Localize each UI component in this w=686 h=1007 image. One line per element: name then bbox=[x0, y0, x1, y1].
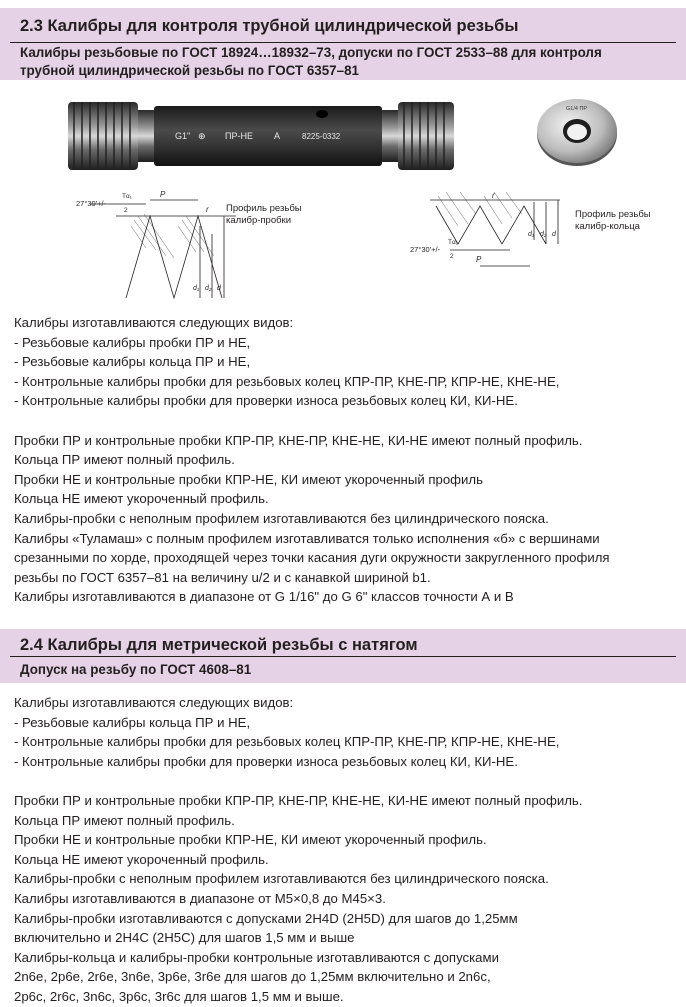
divider bbox=[10, 656, 676, 657]
ring-angle-label: 27°30'+/- bbox=[410, 245, 441, 254]
ring-engraving: G1/4 ПР bbox=[566, 106, 588, 112]
plug-thread-profile-diagram bbox=[76, 186, 236, 306]
text-line: 2n6e, 2p6e, 2r6e, 3n6e, 3p6e, 3r6e для шагов до 1,25мм включительно и 2n6c, bbox=[14, 969, 491, 985]
text-line: Калибры изготавливаются в диапазоне от М5×0,8 до М45×3. bbox=[14, 890, 386, 906]
text-line: Пробки ПР и контрольные пробки КПР-ПР, КНЕ-ПР, КНЕ-НЕ, КИ-НЕ имеют полный профиль. bbox=[14, 432, 583, 448]
text-line: - Контрольные калибры пробки для резьбовых колец КПР-ПР, КНЕ-ПР, КПР-НЕ, КНЕ-НЕ, bbox=[14, 734, 560, 750]
text-line: - Резьбовые калибры кольца ПР и НЕ, bbox=[14, 714, 251, 730]
text-line: Кольца ПР имеют полный профиль. bbox=[14, 452, 235, 468]
ring-tol-den: 2 bbox=[450, 253, 454, 260]
tol-den: 2 bbox=[124, 207, 128, 214]
plug-gauge-image bbox=[60, 92, 460, 182]
ring-pitch-label: P bbox=[476, 255, 482, 264]
ring-d1-label: d₁ bbox=[528, 231, 535, 238]
text-line: - Контрольные калибры пробки для проверки износа резьбовых колец КИ, КИ-НЕ. bbox=[14, 393, 518, 409]
text-line: Калибры «Туламаш» с полным профилем изготавливатся только исполнения «б» с вершинами bbox=[14, 530, 600, 546]
text-line: Калибры-пробки с неполным профилем изготавливаются без цилиндрического пояска. bbox=[14, 871, 549, 887]
angle-label: 27°30'+/- bbox=[76, 199, 107, 208]
tol-num: Tα₁ bbox=[122, 193, 132, 200]
text-line: - Резьбовые калибры кольца ПР и НЕ, bbox=[14, 354, 251, 370]
profile-plug-caption-1: Профиль резьбы bbox=[226, 203, 302, 214]
ring-d-label: d bbox=[552, 231, 556, 238]
text-line: Калибры-пробки с неполным профилем изготавливаются без цилиндрического пояска. bbox=[14, 510, 549, 526]
profile-ring-caption-2: калибр-кольца bbox=[575, 221, 640, 232]
text-line: Пробки ПР и контрольные пробки КПР-ПР, КНЕ-ПР, КНЕ-НЕ, КИ-НЕ имеют полный профиль. bbox=[14, 792, 583, 808]
text-line: - Контрольные калибры пробки для проверки износа резьбовых колец КИ, КИ-НЕ. bbox=[14, 753, 518, 769]
text-line: Калибры-кольца и калибры-пробки контрольные изготавливаются с допусками bbox=[14, 949, 499, 965]
text-line: Кольца НЕ имеют укороченный профиль. bbox=[14, 851, 269, 867]
text-line: включительно и 2Н4С (2Н5С) для шагов 1,5 мм и выше bbox=[14, 930, 355, 946]
text-line: Калибры изготавливаются следующих видов: bbox=[14, 315, 294, 330]
section-2-4-body bbox=[14, 693, 582, 1007]
text-line: Калибры изготавливаются следующих видов: bbox=[14, 695, 294, 710]
text-line: Кольца ПР имеют полный профиль. bbox=[14, 812, 235, 828]
ring-thread-profile-diagram bbox=[410, 186, 570, 286]
profile-ring-caption-1: Профиль резьбы bbox=[575, 209, 651, 220]
ring-d2-label: d₂ bbox=[540, 231, 547, 238]
divider bbox=[10, 42, 676, 43]
plug-code-mark: 8225-0332 bbox=[302, 132, 341, 141]
text-line: 2p6c, 2r6c, 3n6c, 3p6c, 3r6c для шагов 1,5 мм и выше. bbox=[14, 988, 344, 1004]
svg-text:⊕: ⊕ bbox=[198, 131, 206, 141]
section-header-2-3 bbox=[0, 8, 686, 80]
radius-label: r bbox=[206, 205, 209, 214]
ring-gauge-image bbox=[534, 96, 620, 168]
text-line: резьбы по ГОСТ 6357–81 на величину u/2 и с канавкой шириной b1. bbox=[14, 569, 431, 585]
d-label: d bbox=[217, 285, 221, 292]
text-line: Калибры изготавливаются в диапазоне от G 1/16" до G 6" классов точности А и В bbox=[14, 589, 514, 605]
section-2-3-body bbox=[14, 313, 610, 607]
ring-radius-label: r bbox=[492, 191, 495, 200]
plug-size-mark: G1" bbox=[175, 131, 191, 141]
text-line: Кольца НЕ имеют укороченный профиль. bbox=[14, 491, 269, 507]
section-subtitle: Допуск на резьбу по ГОСТ 4608–81 bbox=[20, 662, 252, 677]
plug-class-mark: А bbox=[274, 131, 281, 141]
d1-label: d₁ bbox=[193, 285, 200, 292]
text-line: - Резьбовые калибры пробки ПР и НЕ, bbox=[14, 334, 251, 350]
text-line: Пробки НЕ и контрольные пробки КПР-НЕ, КИ имеют укороченный профиль bbox=[14, 471, 483, 487]
text-line: - Контрольные калибры пробки для резьбовых колец КПР-ПР, КНЕ-ПР, КПР-НЕ, КНЕ-НЕ, bbox=[14, 373, 560, 389]
section-title: 2.4 Калибры для метрической резьбы с натягом bbox=[20, 636, 418, 654]
text-line: Пробки НЕ и контрольные пробки КПР-НЕ, КИ имеют укороченный профиль. bbox=[14, 832, 487, 848]
text-line: Калибры-пробки изготавливаются с допусками 2Н4D (2Н5D) для шагов до 1,25мм bbox=[14, 910, 518, 926]
pitch-label: P bbox=[160, 190, 166, 199]
d2-label: d₂ bbox=[205, 285, 212, 292]
ring-tol-num: Tα₁ bbox=[448, 239, 458, 246]
section-title: 2.3 Калибры для контроля трубной цилиндрической резьбы bbox=[20, 17, 519, 35]
profile-plug-caption-2: калибр-пробки bbox=[226, 215, 292, 226]
section-subtitle-line-2: трубной цилиндрической резьбы по ГОСТ 6357–81 bbox=[20, 63, 359, 78]
plug-type-mark: ПР-НЕ bbox=[225, 131, 253, 141]
text-line: срезанными по хорде, проходящей через точки касания дуги окружности закругленного профиля bbox=[14, 550, 610, 566]
section-subtitle-line-1: Калибры резьбовые по ГОСТ 18924…18932–73, допуски по ГОСТ 2533–88 для контроля bbox=[20, 45, 602, 60]
